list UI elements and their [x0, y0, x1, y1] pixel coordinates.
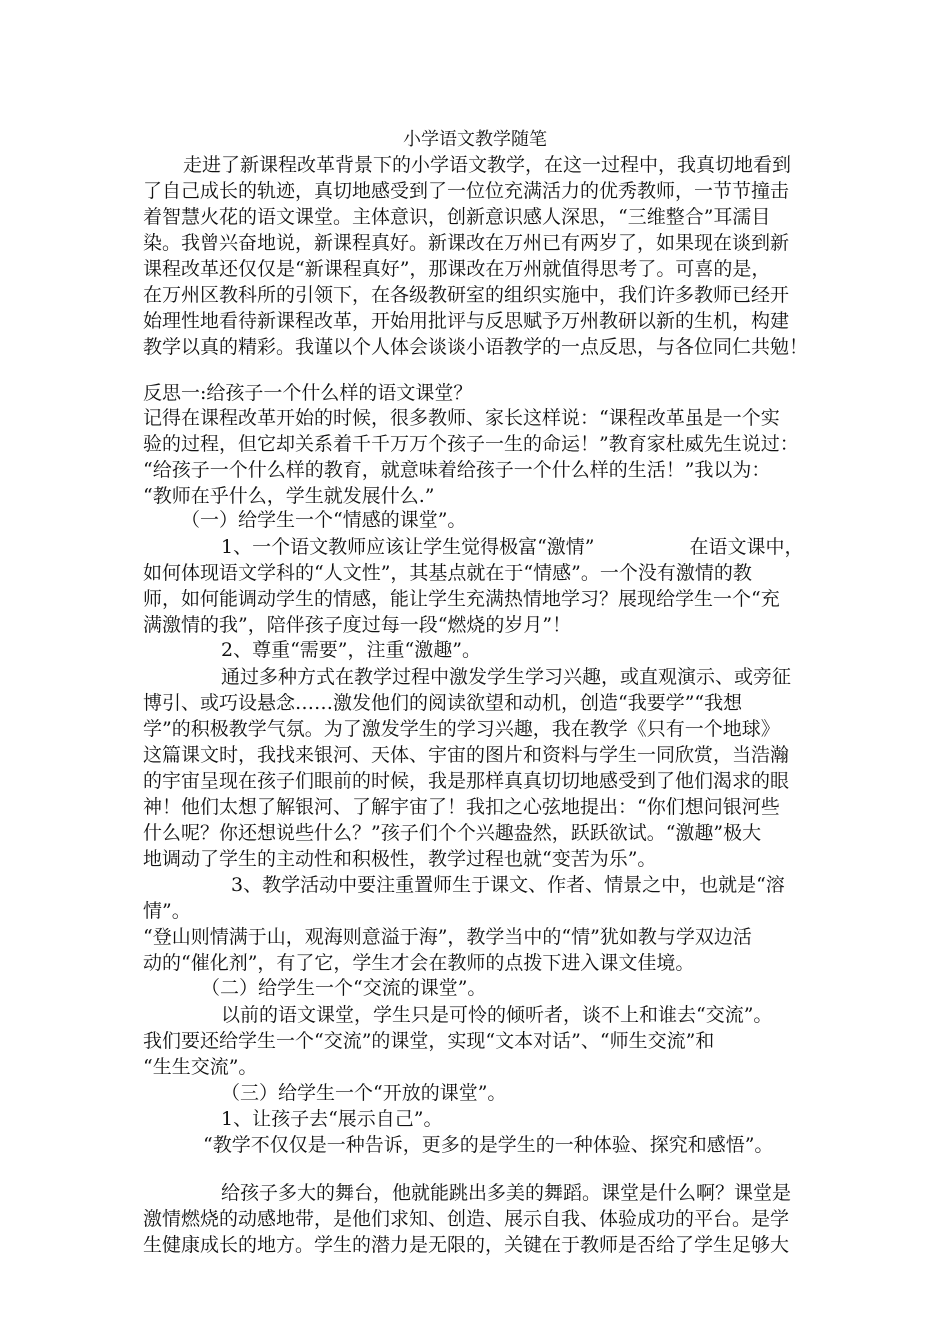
- subsection-heading: （三）给学生一个“开放的课堂”。: [221, 1082, 507, 1104]
- paragraph-line: 教学以真的精彩。我谨以个人体会谈谈小语教学的一点反思，与各位同仁共勉！: [143, 336, 809, 358]
- paragraph-line: 学”的积极教学气氛。为了激发学生的学习兴趣，我在教学《只有一个地球》: [143, 718, 780, 740]
- subsection-heading: （一）给学生一个“情感的课堂”。: [181, 509, 467, 531]
- paragraph-line: 课程改革还仅仅是“新课程真好”，那课改在万州就值得思考了。可喜的是，: [143, 258, 771, 280]
- paragraph-line: 这篇课文时，我找来银河、天体、宇宙的图片和资料与学生一同欣赏，当浩瀚: [143, 744, 790, 766]
- paragraph-line: 始理性地看待新课程改革，开始用批评与反思赋予万州教研以新的生机，构建: [143, 310, 790, 332]
- document-title: 小学语文教学随笔: [403, 129, 547, 150]
- paragraph-line: 给孩子多大的舞台，他就能跳出多美的舞蹈。课堂是什么啊？课堂是: [221, 1182, 792, 1204]
- subsection-heading: （二）给学生一个“交流的课堂”。: [201, 977, 487, 999]
- subsection-heading: 1、让孩子去“展示自己”。: [221, 1108, 443, 1130]
- paragraph-line: 的宇宙呈现在孩子们眼前的时候，我是那样真真切切地感受到了他们渴求的眼: [143, 770, 790, 792]
- subsection-heading: 3、教学活动中要注重置师生于课文、作者、情景之中，也就是“溶: [231, 874, 785, 896]
- paragraph-line: 以前的语文课堂，学生只是可怜的倾听者，谈不上和谁去“交流”。: [221, 1004, 773, 1026]
- paragraph-line: “教师在乎什么，学生就发展什么.”: [143, 485, 435, 507]
- paragraph-line: 激情燃烧的动感地带，是他们求知、创造、展示自我、体验成功的平台。是学: [143, 1208, 790, 1230]
- paragraph-line: 师，如何能调动学生的情感，能让学生充满热情地学习？展现给学生一个“充: [143, 588, 780, 610]
- paragraph-line: 生健康成长的地方。学生的潜力是无限的，关键在于教师是否给了学生足够大: [143, 1234, 790, 1256]
- paragraph-line: 了自己成长的轨迹，真切地感受到了一位位充满活力的优秀教师，一节节撞击: [143, 180, 790, 202]
- paragraph-line: 着智慧火花的语文课堂。主体意识，创新意识感人深思，“三维整合”耳濡目: [143, 206, 771, 228]
- quote-line: “教学不仅仅是一种告诉，更多的是学生的一种体验、探究和感悟”。: [203, 1134, 774, 1156]
- paragraph-line: 地调动了学生的主动性和积极性，教学过程也就“变苦为乐”。: [143, 848, 657, 870]
- paragraph-line: 神！他们太想了解银河、了解宇宙了！我扣之心弦地提出：“你们想问银河些: [143, 796, 780, 818]
- paragraph-line: “登山则情满于山，观海则意溢于海”，教学当中的“情”犹如教与学双边活: [143, 926, 752, 948]
- paragraph-line: 满激情的我”，陪伴孩子度过每一段“燃烧的岁月”！: [143, 614, 572, 636]
- paragraph-line: 在万州区教科所的引领下，在各级教研室的组织实施中，我们许多教师已经开: [143, 284, 790, 306]
- paragraph-line: “给孩子一个什么样的教育，就意味着给孩子一个什么样的生活！”我以为：: [143, 459, 771, 481]
- section-heading: 反思一:给孩子一个什么样的语文课堂？: [143, 382, 473, 404]
- paragraph-line: 1、一个语文教师应该让学生觉得极富“激情” 在语文课中，: [221, 536, 804, 558]
- paragraph-line: 我们要还给学生一个“交流”的课堂，实现“文本对话”、“师生交流”和: [143, 1030, 715, 1052]
- paragraph-line: 通过多种方式在教学过程中激发学生学习兴趣，或直观演示、或旁征: [221, 666, 792, 688]
- paragraph-line: 记得在课程改革开始的时候，很多教师、家长这样说：“课程改革虽是一个实: [143, 407, 780, 429]
- paragraph-line: 情”。: [143, 900, 191, 922]
- paragraph-line: 染。我曾兴奋地说，新课程真好。新课改在万州已有两岁了，如果现在谈到新: [143, 232, 790, 254]
- paragraph-line: 动的“催化剂”，有了它，学生才会在教师的点拨下进入课文佳境。: [143, 952, 695, 974]
- paragraph-line: 什么呢？你还想说些什么？”孩子们个个兴趣盎然，跃跃欲试。“激趣”极大: [143, 822, 762, 844]
- paragraph-line: 验的过程，但它却关系着千千万万个孩子一生的命运！”教育家杜威先生说过：: [143, 433, 799, 455]
- subsection-heading: 2、尊重“需要”，注重“激趣”。: [221, 639, 481, 661]
- paragraph-line: 如何体现语文学科的“人文性”，其基点就在于“情感”。一个没有激情的教: [143, 562, 752, 584]
- paragraph-line: “生生交流”。: [143, 1056, 258, 1078]
- paragraph-line: 博引、或巧设悬念……激发他们的阅读欲望和动机，创造“我要学”“我想: [143, 692, 743, 714]
- paragraph-line: 走进了新课程改革背景下的小学语文教学，在这一过程中，我真切地看到: [183, 154, 792, 176]
